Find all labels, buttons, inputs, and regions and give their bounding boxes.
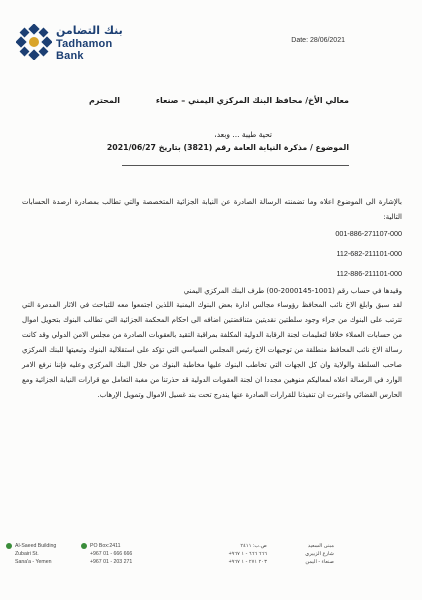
subject-underline xyxy=(122,165,349,166)
footer-address-ar-line3: صنعاء - اليمن xyxy=(305,559,334,565)
paragraph-main-body: لقد سبق وابلغ الاخ نائب المحافظ رؤوساء مجالس ادارة بعض البنوك اليمنية اللذين اجتمعوا معه للتباحث في الاثار المدمرة التي تترتب على البنوك من جراء وجود سلطتين نقديتين متناقضتين اضافه الى احكام المحكمة الجزائية التي تطالب البنوك بتحويل اموال من حسابات العملاء خلافا لتعليمات لجنة الرقابة الدولية المكلفة بمراقبة التقيد بالعقوبات الصادرة من مجلس الامن الدولي وقد كانت رسالة الاخ نائب المحافظ منطلقة من توجيهات الاخ رئيس المجلس السياسي التي تؤكد على استقلالية البنوك وتبعيتها للبنك المركزي صاحب السلطة والولاية وان كل الجهات التي تخاطب البنوك عليها مخاطبة البنوك من خلال البنك المركزي وعليه فإننا نرفع الامر الوارد في الرسالة اعلاه لمعاليكم منوهين مجددا ان لجنة العقوبات الدولية قد حذرتنا من مغبة التعامل مع قرارات النيابة الجزائية ومع الحارس القضائي واعتبرت ان تنفيذنا للقرارات الصادرة عنها يندرج تحت بند غسيل الاموال وتمويل الإرهاب. xyxy=(22,301,402,399)
footer-pobox-ar: ص.ب: ٢٤١١ xyxy=(240,543,267,549)
letter-date: Date: 28/06/2021 xyxy=(291,37,345,44)
footer-fax-ar: ٢٠٣ ٢٧١ - ١ ٩٦٧+ xyxy=(228,559,267,565)
bank-name-arabic: بنك التضامن xyxy=(56,24,123,37)
bank-name-english-line2: Bank xyxy=(56,50,84,62)
paragraph-intro: بالإشارة الى الموضوع اعلاه وما تضمنته الرسالة الصادرة عن النيابة الجزائية المتخصصة والتي تطالب بمصادرة ارصدة الحسابات التالية: xyxy=(22,198,402,221)
paragraph-transfer-account: وقيدها في حساب رقم (1001-2000145-00) طرف البنك المركزي اليمني xyxy=(183,287,402,295)
footer-contact-arabic xyxy=(187,542,267,566)
footer-pobox: PO Box:2411 xyxy=(90,543,121,549)
phone-icon xyxy=(81,543,87,549)
footer-address-ar-line1: مبنى السعيد xyxy=(307,543,334,549)
location-icon xyxy=(6,543,12,549)
subject-line: الموضوع / مذكرة النيابة العامة رقم (3821) بتاريخ 2021/06/27 xyxy=(106,143,349,152)
footer-address-line2: Zubairi St. xyxy=(15,551,39,557)
bank-logo-icon xyxy=(16,24,52,60)
footer-address-ar-line2: شارع الزبيري xyxy=(305,551,334,557)
footer-tel: +967 01 - 666 666 xyxy=(90,551,133,557)
letter-footer xyxy=(0,542,422,582)
footer-fax: +967 01 - 203 271 xyxy=(90,559,133,565)
footer-address-line1: Al-Saeed Building xyxy=(15,543,57,549)
bank-logo xyxy=(16,22,126,80)
footer-address-arabic xyxy=(274,542,334,566)
footer-contact-english xyxy=(90,542,132,566)
greeting: تحية طيبة ... وبعد، xyxy=(214,130,272,139)
footer-tel-ar: ٦٦٦ ٦٦٦ - ١ ٩٦٧+ xyxy=(228,551,267,557)
footer-address-english xyxy=(15,542,56,566)
addressee-name: معالي الأخ/ محافظ البنك المركزي اليمني – صنعاء xyxy=(155,96,349,105)
footer-address-line3: Sana'a - Yemen xyxy=(15,559,52,565)
account-number-3: 112-886-211101-000 xyxy=(336,269,402,278)
account-number-2: 112-682-211101-000 xyxy=(336,249,402,258)
account-list xyxy=(335,224,402,284)
bank-name-english-line1: Tadhamon xyxy=(56,38,113,50)
addressee-title: المحترم xyxy=(89,96,120,105)
account-number-1: 001-886-271107-000 xyxy=(335,229,402,238)
addressee-line xyxy=(89,96,349,105)
